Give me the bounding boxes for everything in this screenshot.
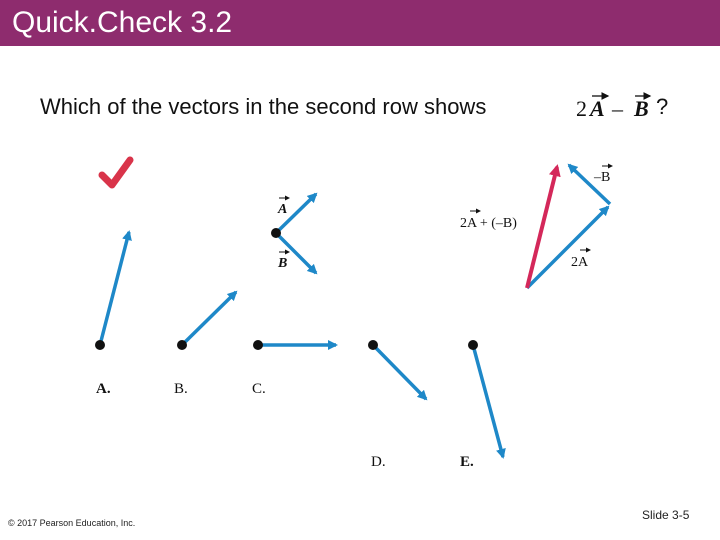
expression-vector-b: B <box>634 96 649 121</box>
result-vector-arrow <box>527 167 557 288</box>
checkmark-icon <box>102 160 130 185</box>
option-a-label: A. <box>96 381 111 397</box>
option-b-dot <box>177 340 187 350</box>
slide-number: Slide 3-5 <box>642 508 690 522</box>
option-e-dot <box>468 340 478 350</box>
label-2a: 2A <box>571 255 589 270</box>
option-d-vector <box>373 345 426 399</box>
slide-title: Quick.Check 3.2 <box>12 6 233 39</box>
option-d-dot <box>368 340 378 350</box>
reference-origin-dot <box>271 228 281 238</box>
option-d-label: D. <box>371 454 386 470</box>
option-e-vector <box>473 345 503 457</box>
option-b-label: B. <box>174 381 188 397</box>
copyright-notice: © 2017 Pearson Education, Inc. <box>8 518 136 528</box>
option-d[interactable] <box>368 340 426 470</box>
option-c[interactable] <box>252 340 336 397</box>
option-a-dot <box>95 340 105 350</box>
option-a-vector <box>100 232 129 345</box>
question-mark: ? <box>656 94 669 119</box>
expression-vector-a: A <box>590 96 605 121</box>
reference-vectors <box>271 194 316 273</box>
option-a[interactable] <box>95 232 129 397</box>
vector-2a-arrow <box>527 207 608 288</box>
option-c-label: C. <box>252 381 266 397</box>
vector-sum-diagram <box>460 165 612 288</box>
option-c-dot <box>253 340 263 350</box>
label-sum: 2A + (–B) <box>460 216 517 231</box>
option-b[interactable] <box>174 292 236 397</box>
expression-coefficient: 2 <box>576 96 587 121</box>
question-text: Which of the vectors in the second row shows <box>40 94 487 119</box>
label-b: B <box>278 256 288 271</box>
option-e-label: E. <box>460 454 474 470</box>
expression-minus: – <box>612 96 623 121</box>
label-a: A <box>278 202 288 217</box>
option-e[interactable] <box>460 340 503 470</box>
option-b-vector <box>182 292 236 345</box>
label-neg-b: –B <box>594 170 611 185</box>
